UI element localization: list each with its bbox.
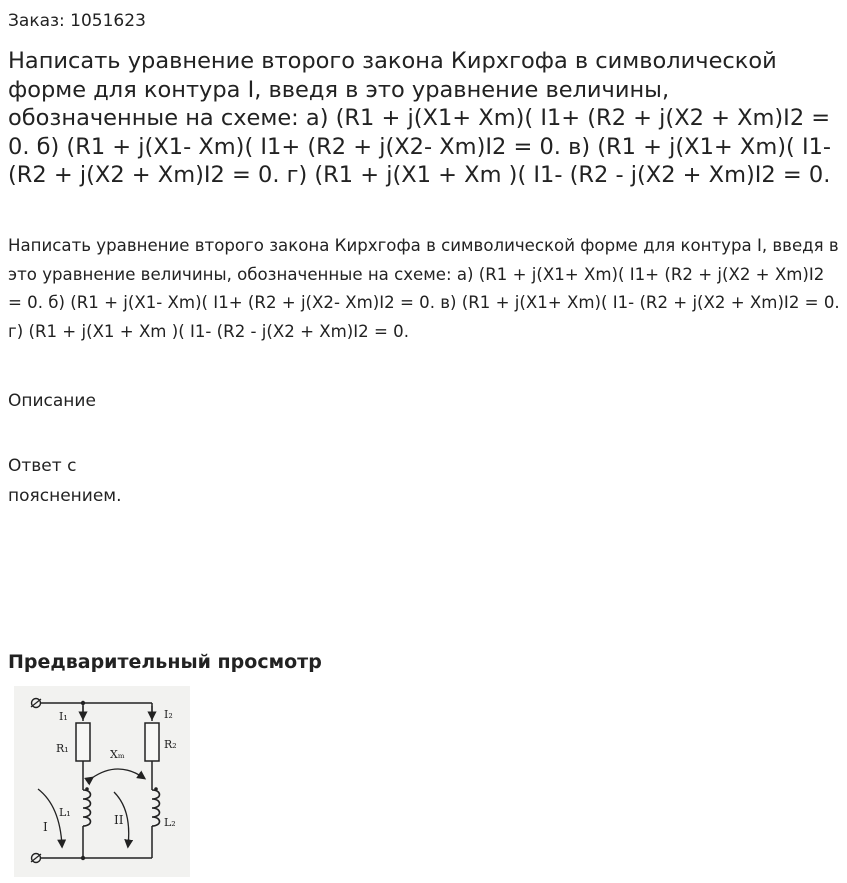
label-r1: R₁ [56,742,69,755]
label-i2: I₂ [164,708,173,721]
label-xm: Xₘ [110,748,125,761]
task-description: Написать уравнение второго закона Кирхгофа в символической форме для контура I, введя в это уравнение величины, обозначенные на схеме: а) (R1 + j(X1+ Xm)( I1+ (R2 + j(X2 + Xm)I2 = 0. б) (R1 + j(X1- Xm)( I1+ (R2 + j(X2- Xm)I2 = 0. в) (R1 + j(X1+ Xm)( I1- (R2 + j(X2 + Xm)I2 = 0. г) (R1 + j(X1 + Xm )( I1- (R2 - j(X2 + Xm)I2 = 0. [8,236,840,341]
label-i1: I₁ [59,710,68,723]
circuit-diagram [14,686,190,877]
dot-l2 [154,787,158,791]
dot-l1 [85,787,89,791]
resistor-r1 [76,723,90,761]
label-loop-i: I [43,820,48,834]
description-label: Описание [8,391,96,411]
label-r2: R₂ [164,738,177,751]
preview-heading: Предварительный просмотр [8,651,322,673]
mutual-inductance-arc [92,769,144,778]
label-loop-ii: II [114,813,124,827]
answer-note: Ответ с пояснением. [8,456,122,506]
page-title: Написать уравнение второго закона Кирхгофа в символической форме для контура I, введя в это уравнение величины, обозначенные на схеме: а) (R1 + j(X1+ Xm)( I1+ (R2 + j(X2 + Xm)I2 = 0. б) (R1 + j(X1- Xm)( I1+ (R2 + j(X2- Xm)I2 = 0. в) (R1 + j(X1+ Xm)( I1- (R2 + j(X2 + Xm)I2 = 0. г) (R1 + j(X1 + Xm )( I1- (R2 - j(X2 + Xm)I2 = 0. [8,48,832,188]
label-l2: L₂ [164,816,176,829]
circuit-preview-image [14,686,190,877]
order-number: Заказ: 1051623 [8,11,146,31]
inductor-l1 [83,790,91,826]
resistor-r2 [145,723,159,761]
label-l1: L₁ [59,806,71,819]
inductor-l2 [152,790,160,826]
bottom-node [81,856,85,860]
